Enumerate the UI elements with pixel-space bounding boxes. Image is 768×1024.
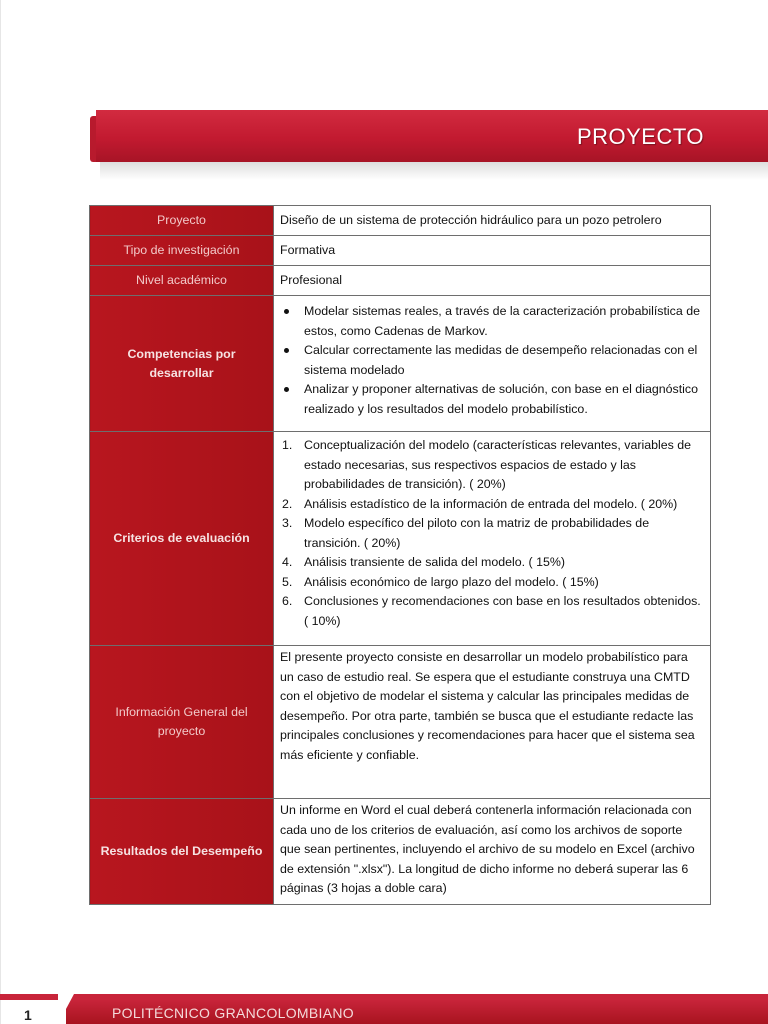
row-value-criterios [274, 432, 711, 646]
criterios-list [280, 436, 704, 631]
criterio-number: 3. [282, 516, 293, 530]
row-label-resultados: Resultados del Desempeño [90, 799, 274, 905]
row-value-informacion: El presente proyecto consiste en desarrollar un modelo probabilístico para un caso de estudio real. Se espera que el estudiante construya una CMTD con el objetivo de modelar el sistema y calcular las principales medidas de desempeño. Por otra parte, también se busca que el estudiante redacte las principales conclusiones y recomendaciones para hacer que el sistema sea más eficiente y confiable. [274, 646, 711, 799]
criterio-item [280, 514, 704, 553]
competencias-list [280, 302, 704, 419]
row-value-resultados: Un informe en Word el cual deberá contenerla información relacionada con cada uno de los criterios de evaluación, así como los archivos de soporte que sean pertinentes, incluyendo el archivo de su modelo en Excel (archivo de extensión ".xlsx"). La longitud de dicho informe no deberá superar las 6 páginas (3 hojas a doble cara) [274, 799, 711, 905]
row-label-criterios: Criterios de evaluación [90, 432, 274, 646]
criterio-item [280, 592, 704, 631]
row-value-nivel: Profesional [274, 266, 711, 296]
competencia-item: Modelar sistemas reales, a través de la caracterización probabilística de estos, como Cadenas de Markov. [280, 302, 704, 341]
criterio-item [280, 436, 704, 495]
criterio-text: Análisis estadístico de la información de entrada del modelo. ( 20%) [304, 496, 678, 511]
footer-notch [58, 994, 74, 1024]
row-value-competencias [274, 296, 711, 432]
criterio-text: Modelo específico del piloto con la matriz de probabilidades de transición. ( 20%) [304, 516, 650, 550]
criterio-number: 1. [282, 438, 293, 452]
table-row-resultados [90, 799, 711, 905]
row-label-competencias: Competencias por desarrollar [90, 296, 274, 432]
criterio-text: Análisis económico de largo plazo del modelo. ( 15%) [304, 574, 599, 589]
criterio-text: Conclusiones y recomendaciones con base en los resultados obtenidos. ( 10%) [304, 594, 701, 628]
row-value-tipo: Formativa [274, 236, 711, 266]
row-label-tipo: Tipo de investigación [90, 236, 274, 266]
criterio-number: 2. [282, 496, 293, 511]
page-number: 1 [24, 1007, 32, 1023]
footer-institution: POLITÉCNICO GRANCOLOMBIANO [112, 1005, 354, 1021]
competencia-item: Analizar y proponer alternativas de solución, con base en el diagnóstico realizado y los resultados del modelo probabilístico. [280, 380, 704, 419]
criterio-text: Conceptualización del modelo (características relevantes, variables de estado necesarias, sus respectivos espacios de estado y las probabilidades de transición). ( 20%) [304, 438, 692, 491]
page-edge [0, 0, 1, 1024]
table-row-criterios [90, 432, 711, 646]
competencia-item: Calcular correctamente las medidas de desempeño relacionadas con el sistema modelado [280, 341, 704, 380]
row-value-proyecto: Diseño de un sistema de protección hidráulico para un pozo petrolero [274, 206, 711, 236]
table-row-nivel [90, 266, 711, 296]
criterio-item [280, 495, 704, 515]
project-table [89, 205, 711, 905]
table-row-competencias [90, 296, 711, 432]
criterio-number: 5. [282, 574, 293, 589]
row-label-proyecto: Proyecto [90, 206, 274, 236]
row-label-informacion: Información General del proyecto [90, 646, 274, 799]
table-row-informacion [90, 646, 711, 799]
criterio-item [280, 573, 704, 593]
row-label-nivel: Nivel académico [90, 266, 274, 296]
table-row-proyecto [90, 206, 711, 236]
criterio-item [280, 553, 704, 573]
table-row-tipo [90, 236, 711, 266]
criterio-text: Análisis transiente de salida del modelo. ( 15%) [304, 555, 566, 569]
page-title: PROYECTO [576, 124, 704, 149]
criterio-number: 4. [282, 555, 293, 569]
criterio-number: 6. [282, 594, 293, 608]
header-banner-shadow [100, 162, 768, 180]
